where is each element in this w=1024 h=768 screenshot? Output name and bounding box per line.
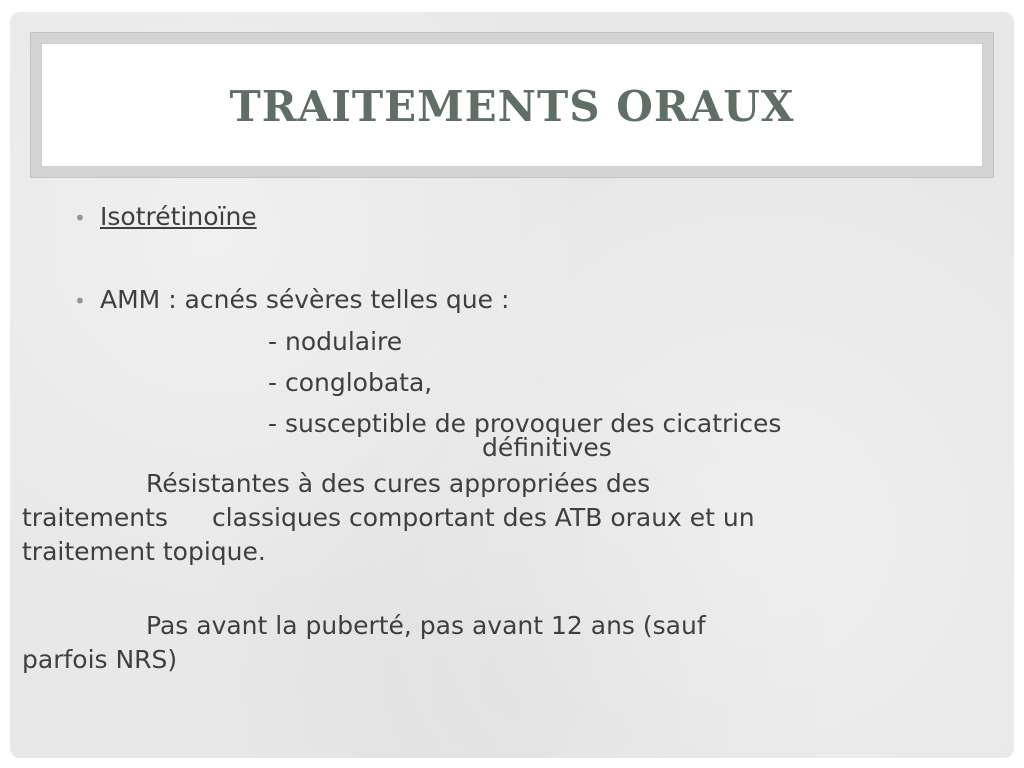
- sub-item-continuation: définitives: [482, 433, 612, 462]
- paragraph-line-2: [22, 501, 1014, 535]
- paragraph-line-3: traitement topique.: [22, 537, 266, 566]
- bullet-text: AMM : acnés sévères telles que :: [100, 285, 510, 314]
- bullet-amm: [74, 283, 984, 318]
- bullet-text: Isotrétinoïne: [100, 202, 257, 231]
- bullet-isotretinoine: [74, 200, 984, 235]
- slide: [10, 12, 1014, 758]
- title-box: [41, 43, 983, 167]
- bullet-dot-icon: •: [74, 206, 86, 230]
- slide-body: [22, 200, 984, 677]
- paragraph-line: Résistantes à des cures appropriées des: [146, 469, 651, 498]
- slide-title: TRAITEMENTS ORAUX: [229, 81, 795, 131]
- paragraph-line: Pas avant la puberté, pas avant 12 ans (sauf: [146, 611, 706, 640]
- sub-item-nodulaire: - nodulaire: [268, 327, 403, 356]
- sub-item-conglobata: - conglobata,: [268, 368, 433, 397]
- paragraph-puberte: [22, 609, 984, 677]
- paragraph-resistantes: [22, 467, 1014, 569]
- bullet-dot-icon: •: [74, 289, 86, 313]
- sub-item-cicatrices: - susceptible de provoquer des cicatrices: [268, 409, 782, 438]
- title-frame: [30, 32, 994, 178]
- paragraph-line-2: parfois NRS): [22, 645, 178, 674]
- paragraph-text: classiques comportant des ATB oraux et un: [211, 503, 755, 532]
- paragraph-word: traitements: [22, 503, 168, 532]
